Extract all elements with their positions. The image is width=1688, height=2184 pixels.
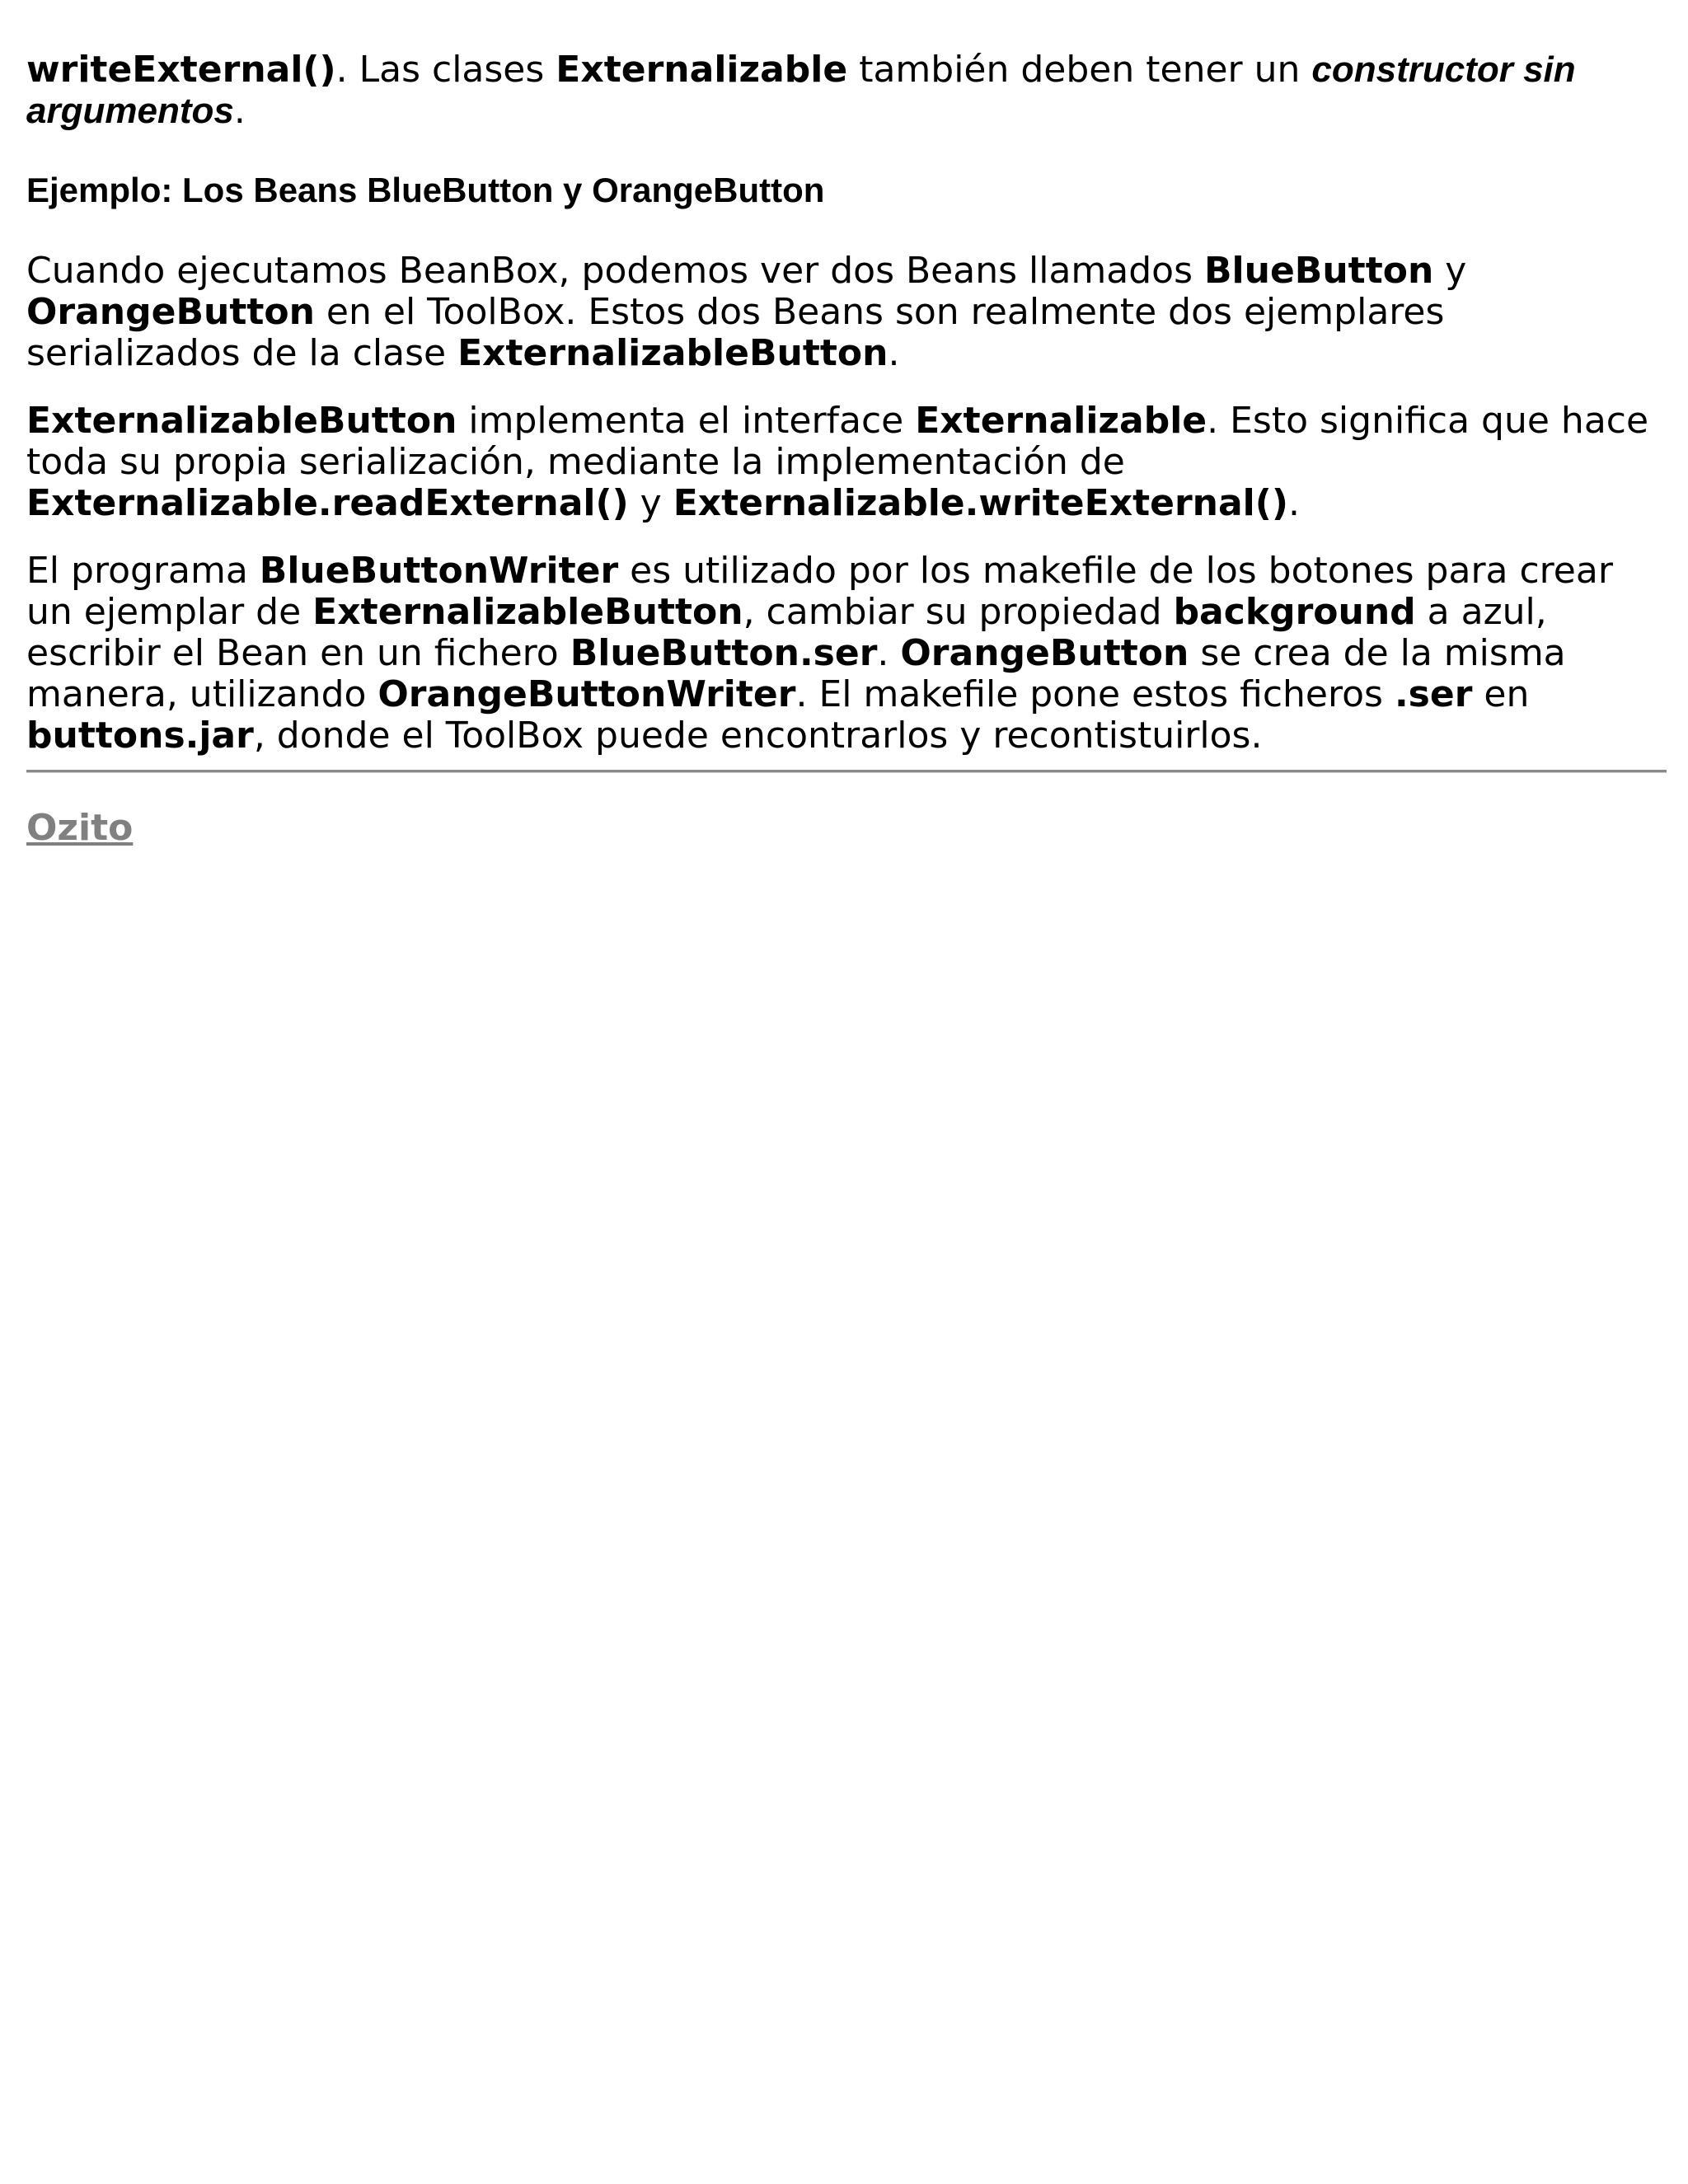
text-run: . — [877, 632, 901, 674]
text-run: y — [628, 482, 673, 524]
text-run: es utilizado por los makefile de los botones para crear un ejemplar de — [26, 550, 1613, 633]
code-term: Externalizable.readExternal() — [26, 482, 629, 524]
code-term: BlueButton — [1204, 250, 1434, 292]
code-term: ExternalizableButton — [312, 591, 743, 633]
text-run: y — [1433, 250, 1467, 292]
emphasis-text: constructor sin argumentos — [26, 49, 1576, 131]
code-term: Externalizable — [556, 49, 848, 91]
code-term: Externalizable — [915, 400, 1207, 442]
text-run: se crea de la misma manera, utilizando — [26, 632, 1566, 715]
code-term: .ser — [1394, 673, 1473, 715]
text-run: . — [1287, 482, 1300, 524]
section-heading: Ejemplo: Los Beans BlueButton y OrangeButton — [26, 171, 825, 209]
text-run: El programa — [26, 550, 260, 592]
horizontal-divider — [26, 770, 1667, 773]
intro-paragraph — [26, 49, 1667, 132]
text-run: . — [233, 90, 246, 132]
code-term: OrangeButton — [26, 291, 315, 333]
code-term: BlueButton.ser — [570, 632, 878, 674]
code-term: ExternalizableButton — [457, 332, 889, 374]
paragraph-beanbox — [26, 251, 1667, 374]
text-run: . Esto significa que hace toda su propia serialización, mediante la implementación de — [26, 400, 1649, 483]
document-page — [26, 49, 1667, 849]
code-term: buttons.jar — [26, 715, 254, 757]
code-term: ExternalizableButton — [26, 400, 457, 442]
text-run: , cambiar su propiedad — [743, 591, 1174, 633]
text-run: . — [888, 332, 900, 374]
code-term: Externalizable.writeExternal() — [673, 482, 1288, 524]
code-term: OrangeButton — [900, 632, 1189, 674]
text-run: en el ToolBox. Estos dos Beans son realmente dos ejemplares serializados de la clase — [26, 291, 1445, 374]
code-term: writeExternal() — [26, 49, 336, 91]
text-run: . El makefile pone estos ficheros — [795, 673, 1395, 715]
paragraph-externalizable — [26, 401, 1667, 524]
code-term: background — [1173, 591, 1416, 633]
text-run: . Las clases — [335, 49, 556, 91]
ozito-link[interactable]: Ozito — [26, 807, 134, 849]
text-run: implementa el interface — [457, 400, 916, 442]
code-term: BlueButtonWriter — [259, 550, 619, 592]
text-run: , donde el ToolBox puede encontrarlos y recontistuirlos. — [253, 715, 1263, 757]
text-run: a azul, escribir el Bean en un fichero — [26, 591, 1547, 674]
paragraph-writer-program — [26, 551, 1667, 757]
text-run: en — [1472, 673, 1530, 715]
text-run: también deben tener un — [847, 49, 1312, 91]
code-term: OrangeButtonWriter — [377, 673, 796, 715]
text-run: Cuando ejecutamos BeanBox, podemos ver dos Beans llamados — [26, 250, 1205, 292]
